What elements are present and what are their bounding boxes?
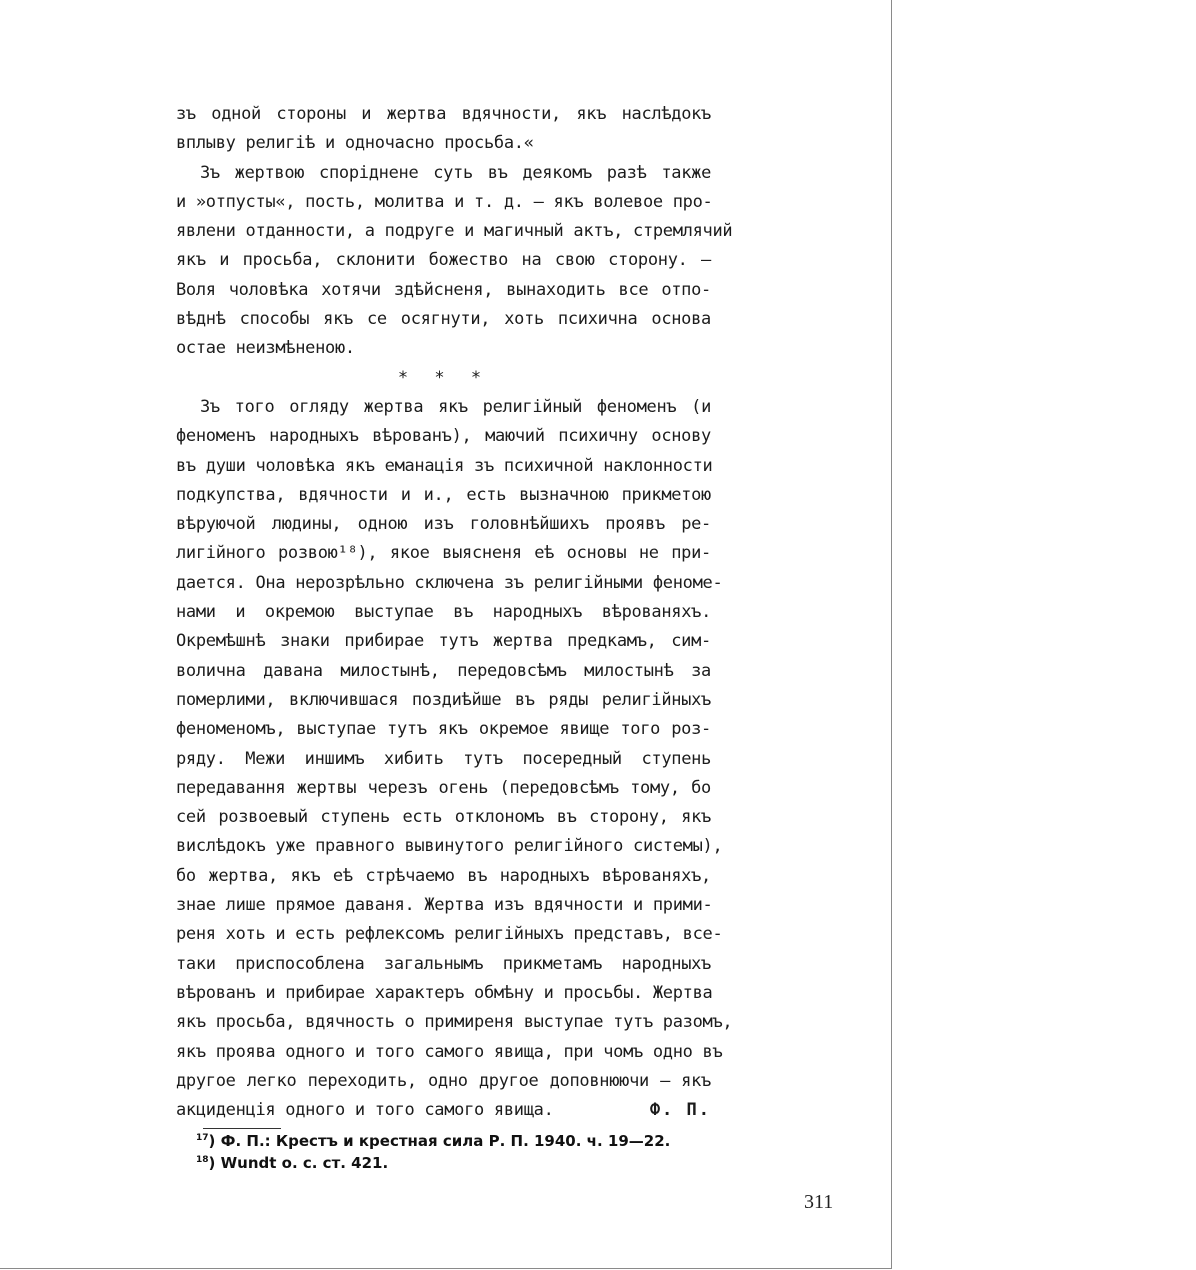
last-line-text: акциденція одного и того самого явища. — [176, 1100, 554, 1121]
text-line: реня хоть и есть рефлексомъ религійныхъ представъ, все- — [176, 924, 723, 945]
text-line: нами и окремою выступае въ народныхъ вѣрованяхъ. — [176, 602, 711, 623]
footnote-text: ) Ф. П.: Крестъ и крестная сила Р. П. 1940. ч. 19—22. — [208, 1132, 671, 1150]
text-line: Зъ того огляду жертва якъ религійный феноменъ (и — [200, 396, 711, 417]
text-line: знае лише прямое даваня. Жертва изъ вдячности и прими- — [176, 895, 713, 916]
page-number: 311 — [804, 1191, 834, 1213]
text-line: якъ просьба, вдячность о примиреня выступае тутъ разомъ, — [176, 1012, 733, 1033]
text-line: другое легко переходить, одно другое доповнюючи — якъ — [176, 1070, 711, 1091]
text-line: сей розвоевый ступень есть отклономъ въ сторону, якъ — [176, 807, 711, 828]
text-line: остае неизмѣненою. — [176, 338, 355, 359]
text-line: передавання жертвы черезъ огень (передовсѣмъ тому, бо — [176, 777, 711, 798]
text-line: подкупства, вдячности и и., есть вызначною прикметою — [176, 484, 711, 505]
text-line: въ души чоловѣка якъ еманація зъ психичной наклонности — [176, 455, 713, 476]
footnotes — [196, 1130, 670, 1174]
text-line: Окремѣшнѣ знаки прибирае тутъ жертва предкамъ, сим- — [176, 631, 711, 652]
paragraph-group-2 — [176, 393, 733, 1096]
text-line: вислѣдокъ уже правного вывинутого религійного системы), — [176, 836, 723, 857]
footnote-mark: 18 — [196, 1155, 209, 1165]
text-line: феноменъ народныхъ вѣрованъ), маючий психичну основу — [176, 426, 711, 447]
paragraph-group-1 — [176, 100, 733, 364]
text-line: таки приспособлена загальнымъ прикметамъ народныхъ — [176, 953, 711, 974]
text-line: вѣрованъ и прибирае характеръ обмѣну и просьбы. Жертва — [176, 982, 713, 1003]
text-line: дается. Она нерозрѣльно сключена зъ религійными феноме- — [176, 572, 723, 593]
text-line: лигійного розвою¹⁸), якое выясненя еѣ основы не при- — [176, 543, 711, 564]
text-line: бо жертва, якъ еѣ стрѣчаемо въ народныхъ вѣрованяхъ, — [176, 865, 711, 886]
body-text — [176, 100, 733, 1125]
author-signature: Ф. П. — [649, 1100, 711, 1121]
text-line: феноменомъ, выступае тутъ якъ окремое явище того роз- — [176, 719, 711, 740]
text-line: и »отпусты«, пость, молитва и т. д. — якъ волевое про- — [176, 191, 713, 212]
text-line: Воля чоловѣка хотячи здѣйсненя, вынаходить все отпо- — [176, 279, 711, 300]
text-line: зъ одной стороны и жертва вдячности, якъ наслѣдокъ — [176, 104, 711, 124]
text-line: вѣруючой людины, одною изъ головнѣйшихъ проявъ ре- — [176, 514, 711, 535]
text-line: вѣднѣ способы якъ се осягнути, хоть психична основа — [176, 309, 711, 330]
text-line: якъ проява одного и того самого явища, при чомъ одно въ — [176, 1041, 723, 1062]
text-line: волична давана милостынѣ, передовсѣмъ милостынѣ за — [176, 660, 711, 681]
footnote-rule — [203, 1128, 281, 1129]
footnote-18 — [196, 1152, 670, 1174]
footnote-mark: 17 — [196, 1133, 209, 1143]
text-line: явлени отданности, а подруге и магичный актъ, стремлячий — [176, 221, 733, 242]
text-line: ряду. Межи иншимъ хибить тутъ посередный ступень — [176, 748, 711, 769]
closing-line — [176, 1096, 711, 1125]
text-line: померлими, включившася поздиѣйше въ ряды религійныхъ — [176, 689, 711, 710]
text-line: якъ и просьба, склонити божество на свою сторону. — — [176, 250, 711, 271]
footnote-text: ) Wundt о. с. ст. 421. — [208, 1154, 389, 1172]
text-line: Зъ жертвою споріднене суть въ деякомъ разѣ также — [200, 162, 711, 183]
footnote-17 — [196, 1130, 670, 1152]
section-separator: * * * — [397, 367, 490, 388]
text-line: вплыву религіѣ и одночасно просьба.« — [176, 133, 534, 154]
